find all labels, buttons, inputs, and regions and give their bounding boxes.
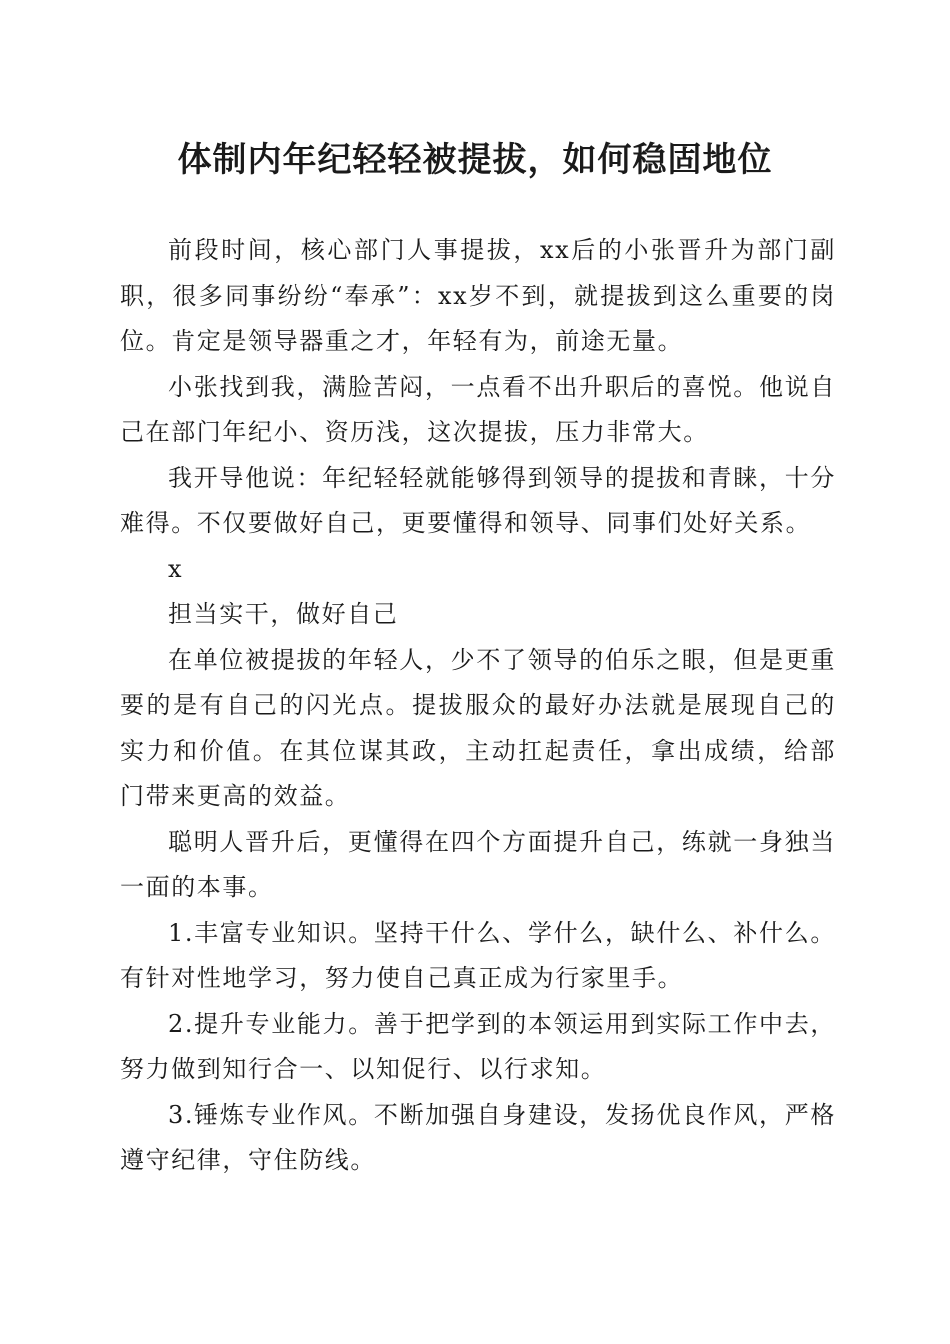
paragraph-intro: 前段时间，核心部门人事提拔，xx后的小张晋升为部门副职，很多同事纷纷“奉承”：xx岁不到，就提拔到这么重要的岗位。肯定是领导器重之才，年轻有为，前途无量。 [120, 236, 836, 355]
list-item-2: 2.提升专业能力。善于把学到的本领运用到实际工作中去，努力做到知行合一、以知促行、以行求知。 [120, 1009, 836, 1083]
paragraph-highlight: 在单位被提拔的年轻人，少不了领导的伯乐之眼，但是更重要的是有自己的闪光点。提拔服众的最好办法就是展现自己的实力和价值。在其位谋其政，主动扛起责任，拿出成绩，给部门带来更高的效益。 [120, 645, 836, 810]
paragraph-marker: x [168, 554, 184, 583]
paragraph-xiaozhang: 小张找到我，满脸苦闷，一点看不出升职后的喜悦。他说自己在部门年纪小、资历浅，这次提拔，压力非常大。 [120, 372, 836, 446]
document-title: 体制内年纪轻轻被提拔，如何稳固地位 [177, 140, 773, 180]
paragraph-four-aspects: 聪明人晋升后，更懂得在四个方面提升自己，练就一身独当一面的本事。 [120, 827, 836, 901]
list-item-1: 1.丰富专业知识。坚持干什么、学什么，缺什么、补什么。有针对性地学习，努力使自己真正成为行家里手。 [120, 918, 836, 992]
list-item-3: 3.锤炼专业作风。不断加强自身建设，发扬优良作风，严格遵守纪律，守住防线。 [120, 1100, 836, 1174]
paragraph-advice: 我开导他说：年纪轻轻就能够得到领导的提拔和青睐，十分难得。不仅要做好自己，更要懂得和领导、同事们处好关系。 [120, 463, 836, 537]
document-body [120, 228, 836, 1184]
section-heading: 担当实干，做好自己 [168, 600, 399, 628]
